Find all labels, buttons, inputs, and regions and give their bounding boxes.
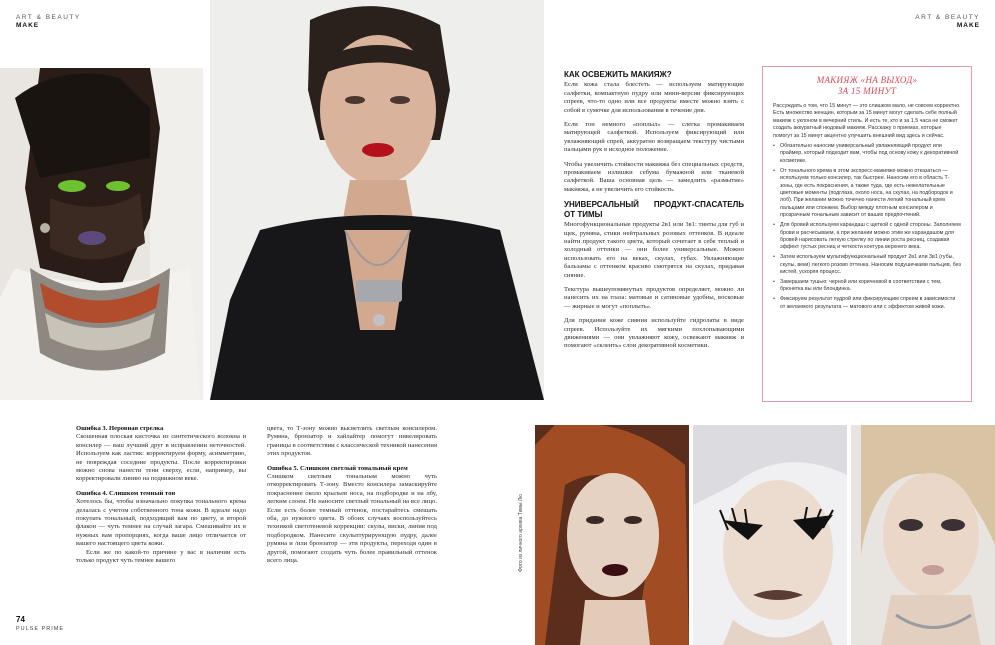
sidebar-title-line: МАКИЯЖ «НА ВЫХОД» (816, 75, 918, 85)
list-item: • Обязательно наносим универсальный увлажняющий продукт или праймер, который подходит вам, чтобы под основу кожу к декоративной косметике. (773, 143, 962, 165)
photo-left-portrait (0, 68, 203, 400)
sidebar-body (773, 103, 962, 314)
list-item: • Затем используем мультифункциональный продукт 2в1 или 3в1 (губы, скулы, веки) легкого розово оттенка. Наносим подушечками пальцев, без кистей, ускоряя процесс. (773, 254, 962, 276)
paragraph: Если кожа стала блестеть — используем матирующие салфетки, компактную пудру или мини-версии фиксирующих спреев, что-то одно или все продукты вместе можно взять с собой в сумочке для использования в течение дня. (564, 81, 744, 114)
page-footer (16, 615, 64, 632)
section-heading: УНИВЕРСАЛЬНЫЙ ПРОДУКТ-СПАСАТЕЛЬ ОТ ТИМЫ (564, 200, 744, 219)
bottom-column-2 (267, 425, 437, 572)
photo-bottom-1 (535, 425, 689, 645)
paragraph: цвета, то Т-зону можно высветлить светлым консилером. Румяна, бронзатор и хайлайтер помогут нивелировать границы в соответствии с классической техникой нанесения этих продуктов. (267, 425, 437, 458)
list-item: • Для бровей используем карандаш с щеткой с одной стороны. Заполняем брови и расчесываем, а при желании можно этим же карандашом для бровей нарисовать легкую стрелку по линии роста ресниц, создавая эффект густых ресниц и четкости контура верхнего века. (773, 222, 962, 252)
section-heading: КАК ОСВЕЖИТЬ МАКИЯЖ? (564, 70, 672, 79)
paragraph: Для придания коже сияния используйте гидролаты в виде спреев. Используйте их мягкими похлопывающими движениями — они увлажняют кожу, освежают макияж и помогают «склеить» слои декоративной косметики. (564, 317, 744, 350)
sidebar-intro: Рассуждать о том, что 15 минут — это слишком мало, не совсем корректно. Есть множество женщин, которым за 15 минут могут сделать себе полный макияж с уклоном в вечерний стиль. И есть те, кто и за 1,5 часа не сможет создать аккуратный нюдовый макияж. Расскажу о приемах, которые помогут за 15 минут акцентно улучшить внешний вид здесь и сейчас. (773, 103, 961, 139)
paragraph: Чтобы увеличить стойкости макияжа без специальных средств, промакиваем излишки себума бумажной или тканевой салфеткой. Ваша основная цель — замедлить «размытие» макияжа, а не увеличить его стойкость. (564, 160, 744, 193)
section-label: ART & BEAUTY (16, 14, 81, 21)
bottom-column-1 (76, 425, 246, 572)
error-heading: Ошибка 5. Слишком светлый тональный крем (267, 464, 408, 472)
article-column (564, 70, 744, 357)
photo-model-graphic-lashes (693, 425, 847, 645)
sidebar-box (762, 66, 972, 402)
paragraph: Скошенная плоская кисточка из синтетического волокна и консилер — ваш лучший друг в исправлении неточностей. Используем как ластик: корректируем форму, асимметрию, не повреждая соседние продукты. После корректировки можно снова нанести тени сверху, если, например, вы корректировали линию на подвижном веке. (76, 433, 246, 483)
section-sub-label: MAKE (16, 22, 40, 29)
paragraph: Если тон немного «поплыл» — слегка промакиваем матирующей салфеткой. Используем фиксирующий или увлажняющий спрей, аккуратно возвращаем текстуру чистыми пальцами рук в исходное положение. (564, 121, 744, 154)
photo-bottom-2 (693, 425, 847, 645)
list-item: • Завершаем тушью: черной или коричневой в соответствии с тем, брюнетка вы или блондинка. (773, 279, 962, 294)
section-header-right (912, 14, 980, 30)
sidebar-title-line: ЗА 15 МИНУТ (837, 85, 897, 96)
error-heading: Ошибка 4. Слишком темный тон (76, 489, 176, 497)
paragraph: Слишком светлым тональным можно чуть откорректировать Т-зону. Вместо консилера замаскируйте покраснение около крыльев носа, на подбородке и на лбу, легким слоем. Не наносите светлый тональный на все лицо. Если есть более темный оттенок, постарайтесь смешать оба, до нужного цвета. В обоих случаях воспользуйтесь техникой светотеневой коррекции: скулы, виски, линия под подбородком. Нанесите скульптурирующую пудру, далее румяна и /или бронзатор — эти продукты, переходя один в другой, помогают создать чуть более правильный оттенок всего лица. (267, 473, 437, 565)
magazine-name: PULSE PRIME (16, 626, 64, 632)
photo-model-dark-lips (535, 425, 689, 645)
paragraph: Хотелось бы, чтобы изначально покупка тонального крема делалась с учетом собственного тона кожи. В идеале надо покупать тональный, подходящий вам по цвету, и второй флакон — чуть темнее на случай загара. Смешивайте их в нужных вам пропорциях, когда ваше лицо отличается от вашего настоящего цвета кожи. (76, 498, 246, 548)
sidebar-title (763, 75, 971, 96)
error-heading: Ошибка 3. Неровная стрелка (76, 425, 164, 432)
photo-model-smoky-eyes (851, 425, 995, 645)
photo-bottom-3 (851, 425, 995, 645)
photo-credit (511, 440, 531, 620)
section-header-left (16, 14, 81, 30)
section-sub-label: MAKE (956, 22, 980, 29)
paragraph: Если же по какой-то причине у вас в наличии есть только продукт чуть темнее вашего (76, 548, 246, 565)
photo-model-green-eyeshadow (0, 68, 203, 400)
page-number: 74 (16, 615, 25, 624)
photo-credit-text: Фото из личного архива Тимы Лю (518, 494, 524, 572)
section-label: ART & BEAUTY (915, 14, 980, 21)
paragraph: Текстура вышеупомянутых продуктов определяет, можно ли нанесить их на глаза: матовые и сатиновые удобны, восковые — жирные и могут «поплыть». (564, 285, 744, 310)
photo-center-portrait (210, 0, 544, 400)
paragraph: Многофункциональные продукты 2в1 или 3в1: тинты для губ и щек, румяна, стики нейтральных розовых оттенков. В идеале найти продукт такого цвета, который сочетает в себе теплый и холодный оттенки — они более универсальные. Можно использовать его на веках, скулах, губах. Увлажняющие бальзамы с оттенком красиво смотрятся на скулах, придавая сияние. (564, 221, 744, 279)
sidebar-list (773, 143, 962, 311)
photo-model-red-lips (210, 0, 544, 400)
list-item: • Фиксируем результат пудрой или фиксирующим спреем в зависимости от желаемого результата — матового или с эффектом живой кожи. (773, 296, 962, 311)
list-item: • От тонального крема в этом экспресс-макияже можно отказаться — используем только консилер, так быстрее. Наносим его в область Т-зоны, где есть покраснения, а также туда, где есть нежелательные цветовые моменты (подглаза, около носа, на скулах, на подбородок и лоб). При желании можно точечно нанести легкий тональный крем пальцами или спонжем. Выбор между плотным консилером и прозрачным тональным зависит от ваших предпочтений. (773, 168, 962, 220)
